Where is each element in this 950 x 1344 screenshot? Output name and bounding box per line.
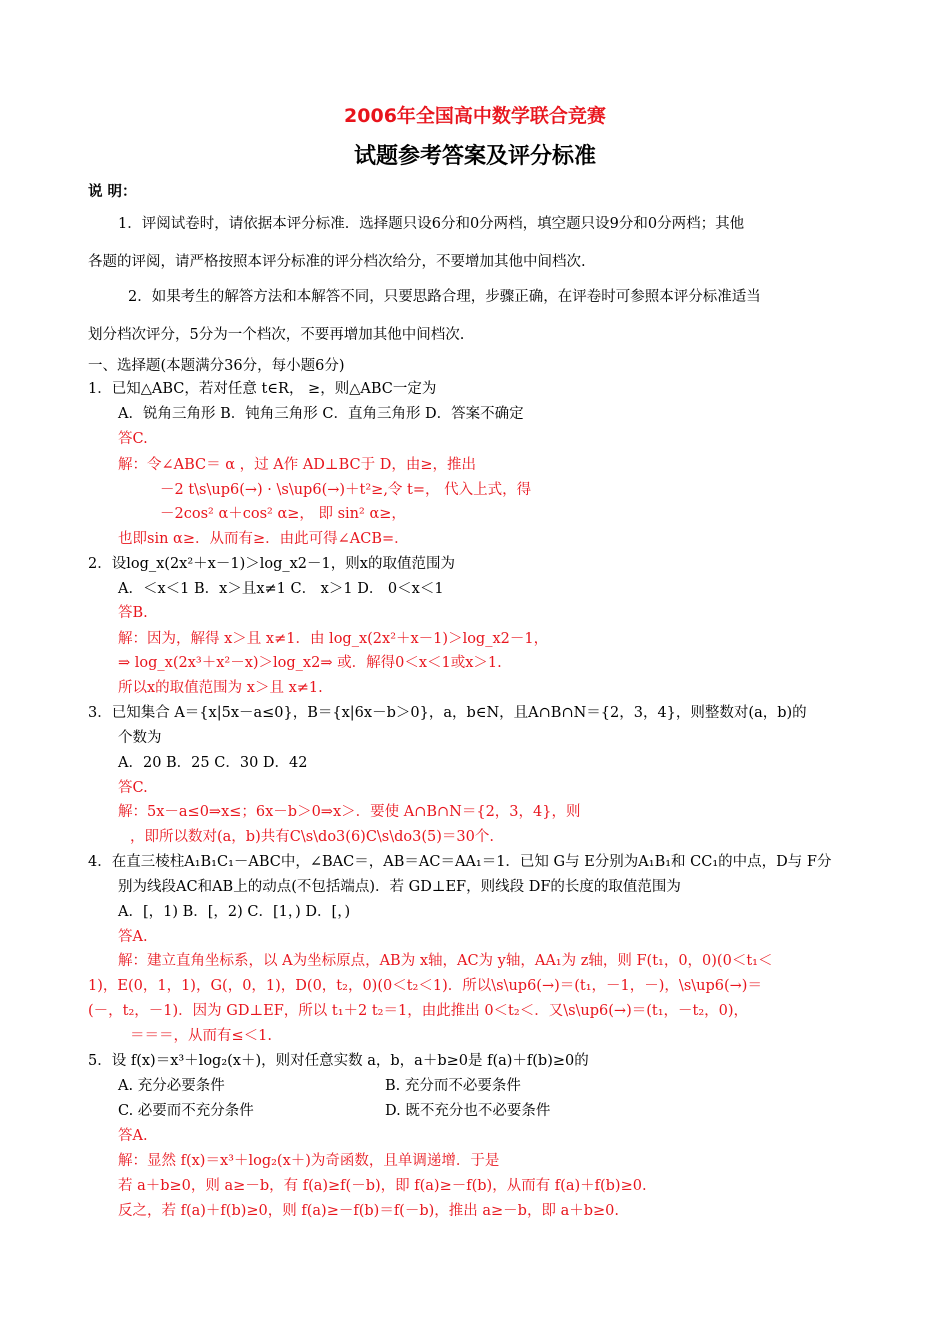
answer-text-line: ＝＝＝，从而有≤＜1. [130, 1028, 272, 1044]
text-line: 4．在直三棱柱A₁B₁C₁－ABC中，∠BAC＝，AB＝AC＝AA₁＝1．已知 G与 E分别为A₁B₁和 CC₁的中点，D与 F分 [88, 854, 832, 870]
answer-text-line: 解：显然 f(x)＝x³＋log₂(x＋)为奇函数，且单调递增．于是 [118, 1153, 500, 1169]
answer-text-line: 解：建立直角坐标系，以 A为坐标原点，AB为 x轴，AC为 y轴，AA₁为 z轴，则 F(t₁，0，0)(0＜t₁＜ [118, 953, 773, 969]
answer-text-line: 答C. [118, 780, 148, 796]
answer-text-line: －2cos² α＋cos² α≥， 即 sin² α≥， [160, 506, 406, 522]
text-line: 划分档次评分，5分为一个档次，不要再增加其他中间档次. [88, 327, 465, 343]
document-subtitle: 试题参考答案及评分标准 [353, 144, 596, 169]
text-line: D. 既不充分也不必要条件 [385, 1103, 551, 1119]
document-title: 2006年全国高中数学联合竞赛 [344, 105, 606, 127]
text-line: B. 充分而不必要条件 [385, 1078, 521, 1094]
text-line: 1．已知△ABC，若对任意 t∈R， ≥，则△ABC一定为 [88, 381, 437, 397]
text-line: 2．如果考生的解答方法和本解答不同，只要思路合理，步骤正确，在评卷时可参照本评分标准适当 [128, 289, 761, 305]
text-line: A. 充分必要条件 [118, 1078, 225, 1094]
text-line: C. 必要而不充分条件 [118, 1103, 254, 1119]
text-line: 一、选择题(本题满分36分，每小题6分) [88, 358, 345, 374]
text-line: A．＜x＜1 B．x＞且x≠1 C． x＞1 D． 0＜x＜1 [118, 581, 444, 597]
answer-text-line: 反之，若 f(a)＋f(b)≥0，则 f(a)≥－f(b)＝f(－b)，推出 a≥－b，即 a＋b≥0. [118, 1203, 619, 1219]
answer-text-line: 答C. [118, 431, 148, 447]
text-line: 3．已知集合 A＝{x|5x－a≤0}，B＝{x|6x－b＞0}，a，b∈N，且A∩B∩N＝{2，3，4}，则整数对(a，b)的 [88, 705, 807, 721]
text-line: A．20 B．25 C．30 D．42 [118, 755, 308, 771]
answer-text-line: 答A. [118, 929, 148, 945]
answer-text-line: 也即sin α≥．从而有≥．由此可得∠ACB=． [118, 531, 409, 547]
answer-text-line: 解：因为，解得 x＞且 x≠1．由 log_x(2x²＋x－1)＞log_x2－1， [118, 631, 549, 647]
answer-text-line: ⇒ log_x(2x³＋x²－x)＞log_x2⇒ 或．解得0＜x＜1或x＞1. [118, 655, 502, 671]
answer-text-line: 答A. [118, 1128, 148, 1144]
answer-text-line: －2 t\s\up6(→) · \s\up6(→)＋t²≥,令 t=， 代入上式，得 [160, 482, 532, 498]
answer-text-line: 1)，E(0，1，1)，G(，0，1)，D(0，t₂，0)(0＜t₂＜1)．所以\s\up6(→)＝(t₁，－1，－)，\s\up6(→)＝ [88, 978, 762, 994]
text-line: 2．设log_x(2x²＋x－1)＞log_x2－1，则x的取值范围为 [88, 556, 455, 572]
answer-text-line: (－，t₂，－1)．因为 GD⊥EF，所以 t₁＋2 t₂＝1，由此推出 0＜t₂＜．又\s\up6(→)＝(t₁，－t₂，0)， [88, 1003, 749, 1019]
answer-text-line: 解：令∠ABC＝ α ，过 A作 AD⊥BC于 D，由≥，推出 [118, 457, 476, 473]
text-line: 5．设 f(x)＝x³＋log₂(x＋)，则对任意实数 a，b，a＋b≥0是 f(a)＋f(b)≥0的 [88, 1053, 589, 1069]
text-line: 个数为 [118, 730, 162, 746]
answer-text-line: 解：5x－a≤0⇒x≤；6x－b＞0⇒x＞．要使 A∩B∩N＝{2，3，4}，则 [118, 804, 581, 820]
text-line: A．[，1) B．[，2) C．[1，) D．[，) [118, 904, 351, 920]
text-line: 1．评阅试卷时，请依据本评分标准．选择题只设6分和0分两档，填空题只设9分和0分两档；其他 [118, 216, 745, 232]
text-line: 别为线段AC和AB上的动点(不包括端点)．若 GD⊥EF，则线段 DF的长度的取值范围为 [118, 879, 681, 895]
answer-text-line: 答B. [118, 605, 148, 621]
answer-text-line: ，即所以数对(a，b)共有C\s\do3(6)C\s\do3(5)＝30个. [130, 829, 494, 845]
answer-text-line: 所以x的取值范围为 x＞且 x≠1. [118, 680, 323, 696]
answer-text-line: 若 a＋b≥0，则 a≥－b，有 f(a)≥f(－b)，即 f(a)≥－f(b)，从而有 f(a)＋f(b)≥0. [118, 1178, 647, 1194]
text-line: A．锐角三角形 B．钝角三角形 C．直角三角形 D．答案不确定 [118, 406, 524, 422]
text-line: 说 明： [88, 184, 137, 200]
text-line: 各题的评阅，请严格按照本评分标准的评分档次给分，不要增加其他中间档次. [88, 254, 586, 270]
